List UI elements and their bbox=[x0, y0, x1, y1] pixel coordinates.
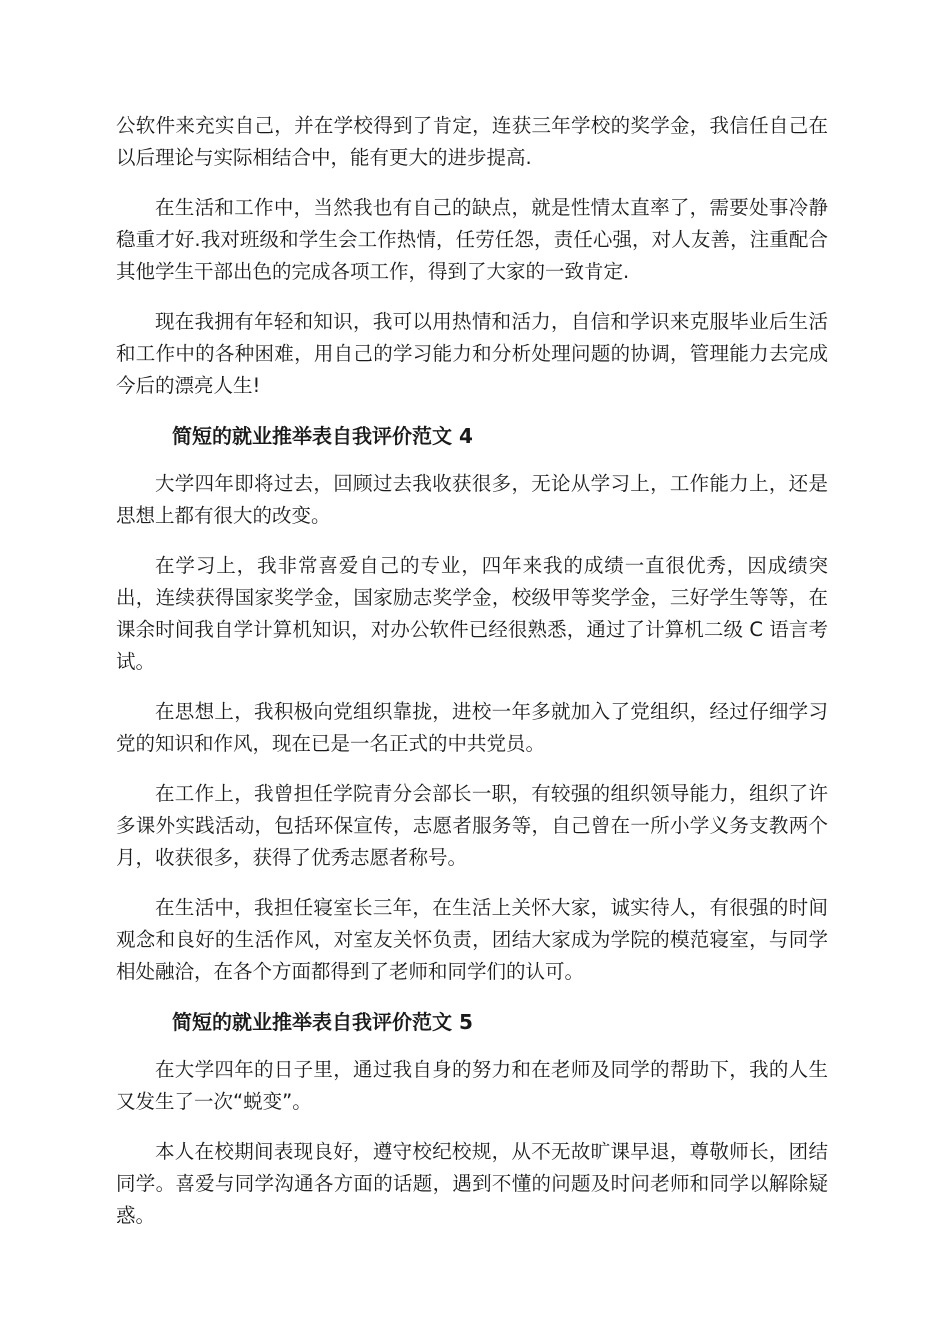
section-5-heading: 简短的就业推举表自我评价范文 5 bbox=[172, 1010, 473, 1034]
paragraph-intro-1: 公软件来充实自己，并在学校得到了肯定，连获三年学校的奖学金，我信任自己在以后理论与实际相结合中，能有更大的进步提高. bbox=[116, 114, 828, 169]
section-4-paragraph-2: 在学习上，我非常喜爱自己的专业，四年来我的成绩一直很优秀，因成绩突出，连续获得国家奖学金，国家励志奖学金，校级甲等奖学金，三好学生等等，在课余时间我自学计算机知识，对办公软件已经很熟悉，通过了计算机二级 C 语言考试。 bbox=[116, 554, 828, 673]
section-4-paragraph-1: 大学四年即将过去，回顾过去我收获很多，无论从学习上，工作能力上，还是思想上都有很大的改变。 bbox=[116, 472, 828, 527]
section-4-paragraph-5: 在生活中，我担任寝室长三年，在生活上关怀大家，诚实待人，有很强的时间观念和良好的生活作风，对室友关怀负责，团结大家成为学院的模范寝室，与同学相处融洽，在各个方面都得到了老师和同学们的认可。 bbox=[116, 896, 828, 983]
paragraph-intro-2: 在生活和工作中，当然我也有自己的缺点，就是性情太直率了，需要处事冷静稳重才好.我对班级和学生会工作热情，任劳任怨，责任心强，对人友善，注重配合其他学生干部出色的完成各项工作，得到了大家的一致肯定. bbox=[116, 196, 828, 283]
section-4-paragraph-4: 在工作上，我曾担任学院青分会部长一职，有较强的组织领导能力，组织了许多课外实践活动，包括环保宣传，志愿者服务等，自己曾在一所小学义务支教两个月，收获很多，获得了优秀志愿者称号。 bbox=[116, 782, 828, 869]
section-4-paragraph-3: 在思想上，我积极向党组织靠拢，进校一年多就加入了党组织，经过仔细学习党的知识和作风，现在已是一名正式的中共党员。 bbox=[116, 700, 828, 755]
section-5-paragraph-1: 在大学四年的日子里，通过我自身的努力和在老师及同学的帮助下，我的人生又发生了一次“蜕变”。 bbox=[116, 1058, 828, 1113]
section-4-heading: 简短的就业推举表自我评价范文 4 bbox=[172, 424, 473, 448]
document-body bbox=[116, 110, 828, 1250]
section-5-paragraph-2: 本人在校期间表现良好，遵守校纪校规，从不无故旷课早退，尊敬师长，团结同学。喜爱与同学沟通各方面的话题，遇到不懂的问题及时问老师和同学以解除疑惑。 bbox=[116, 1140, 828, 1227]
paragraph-intro-3: 现在我拥有年轻和知识，我可以用热情和活力，自信和学识来克服毕业后生活和工作中的各种困难，用自己的学习能力和分析处理问题的协调，管理能力去完成今后的漂亮人生! bbox=[116, 310, 828, 397]
